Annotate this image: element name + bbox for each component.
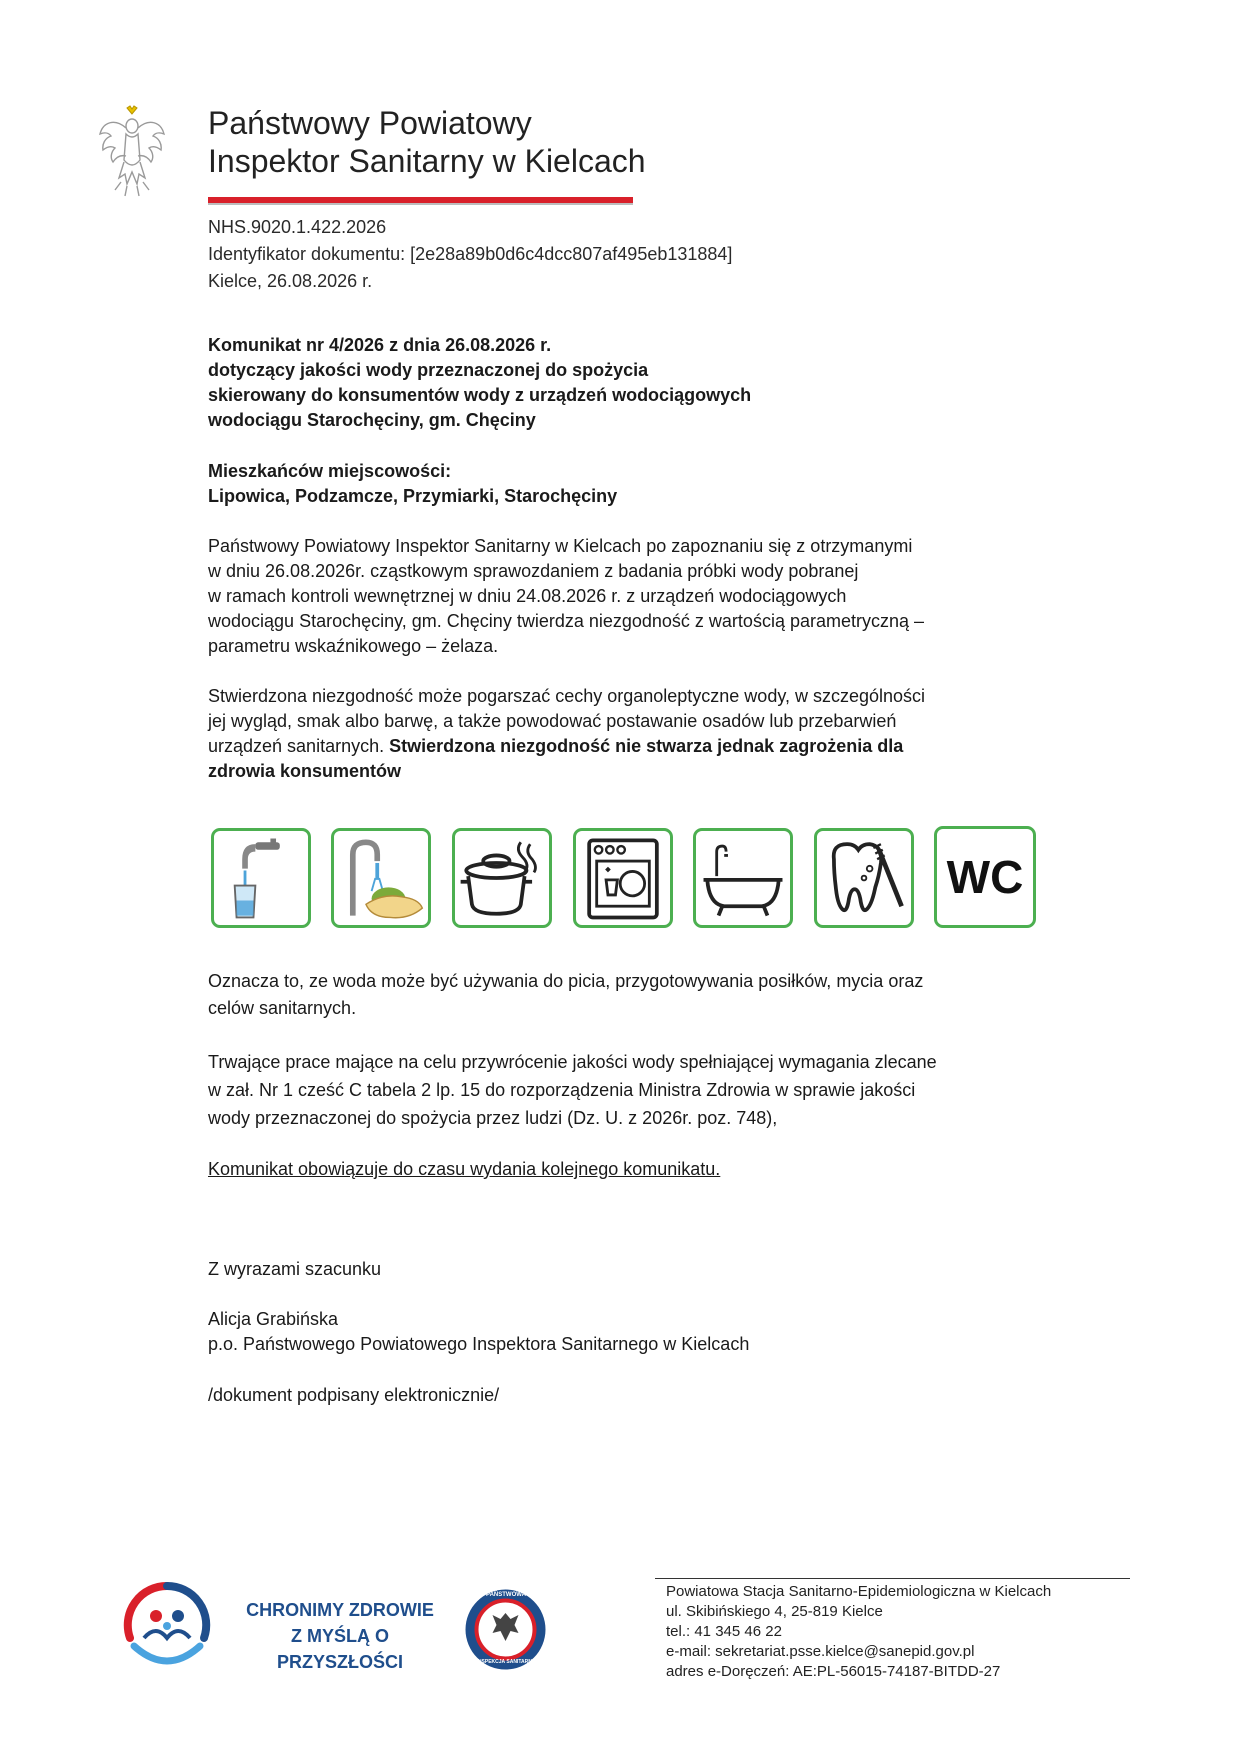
paragraph-line: jej wygląd, smak albo barwę, a także powodować postawanie osadów lub przebarwień	[208, 711, 897, 731]
paragraph-line: Trwające prace mające na celu przywrócenie jakości wody spełniającej wymagania zlecane	[208, 1052, 937, 1072]
footer-slogan	[240, 1597, 440, 1675]
recipients-label: Mieszkańców miejscowości:	[208, 461, 452, 481]
subject-line: Komunikat nr 4/2026 z dnia 26.08.2026 r.	[208, 335, 552, 355]
no-health-risk-statement: Stwierdzona niezgodność nie stwarza jednak zagrożenia dla	[389, 736, 904, 756]
subject-block	[208, 333, 751, 433]
institution-name	[208, 104, 646, 180]
paragraph-remediation	[208, 1048, 937, 1132]
footer-email: e-mail: sekretariat.psse.kielce@sanepid.gov.pl	[666, 1643, 975, 1660]
signatory	[208, 1307, 749, 1357]
signatory-name: Alicja Grabińska	[208, 1309, 339, 1329]
validity-statement: Komunikat obowiązuje do czasu wydania kolejnego komunikatu.	[208, 1159, 721, 1179]
wc-label: WC	[946, 851, 1024, 903]
paragraph-text: urządzeń sanitarnych.	[208, 736, 390, 756]
footer-edelivery: adres e-Doręczeń: AE:PL-56015-74187-BITDD-27	[666, 1663, 1001, 1680]
document-meta	[208, 214, 732, 295]
cooking-pot-icon	[452, 828, 552, 928]
seal-text-bottom: INSPEKCJA SANITARNA	[476, 1659, 536, 1665]
footer-address: ul. Skibińskiego 4, 25-819 Kielce	[666, 1603, 883, 1620]
paragraph-line: wody przeznaczonej do spożycia przez ludzi (Dz. U. z 2026r. poz. 748),	[208, 1108, 778, 1128]
slogan-line: CHRONIMY ZDROWIE	[246, 1600, 434, 1620]
closing-formula: Z wyrazami szacunku	[208, 1259, 382, 1279]
recipients-block	[208, 459, 617, 509]
footer-phone: tel.: 41 345 46 22	[666, 1623, 782, 1640]
subject-line: skierowany do konsumentów wody z urządzeń wodociągowych	[208, 385, 752, 405]
paragraph-line: Państwowy Powiatowy Inspektor Sanitarny w Kielcach po zapoznaniu się z otrzymanymi	[208, 536, 913, 556]
seal-text-top: PAŃSTWOWA	[486, 1592, 526, 1598]
bathtub-icon	[693, 828, 793, 928]
tooth-brushing-icon	[814, 828, 914, 928]
paragraph-line	[208, 734, 925, 759]
document-identifier: Identyfikator dokumentu: [2e28a89b0d6c4dcc807af495eb131884]	[208, 244, 733, 264]
electronic-signature-note: /dokument podpisany elektronicznie/	[208, 1385, 500, 1405]
recipients-list: Lipowica, Podzamcze, Przymiarki, Starochęciny	[208, 486, 618, 506]
footer-divider	[655, 1578, 1130, 1579]
footer-organization: Powiatowa Stacja Sanitarno-Epidemiologiczna w Kielcach	[666, 1583, 1052, 1600]
footer-contact	[666, 1582, 1051, 1682]
paragraph-findings	[208, 534, 924, 659]
no-health-risk-statement-end: zdrowia konsumentów	[208, 761, 402, 781]
paragraph-line: w zał. Nr 1 cześć C tabela 2 lp. 15 do rozporządzenia Ministra Zdrowia w sprawie jakości	[208, 1080, 916, 1100]
paragraph-line: celów sanitarnych.	[208, 998, 357, 1018]
subject-line: dotyczący jakości wody przeznaczonej do spożycia	[208, 360, 649, 380]
paragraph-line: Stwierdzona niezgodność może pogarszać cechy organoleptyczne wody, w szczególności	[208, 686, 926, 706]
wc-icon	[934, 826, 1036, 928]
case-number: NHS.9020.1.422.2026	[208, 217, 387, 237]
drinking-water-icon	[211, 828, 311, 928]
header-grey-divider	[208, 203, 633, 205]
paragraph-usage	[208, 968, 923, 1022]
paragraph-assessment	[208, 684, 925, 784]
institution-name-line1: Państwowy Powiatowy	[208, 105, 532, 141]
polish-eagle-emblem-icon	[97, 100, 167, 200]
hand-washing-icon	[331, 828, 431, 928]
dishwasher-icon	[573, 828, 673, 928]
place-date: Kielce, 26.08.2026 r.	[208, 271, 373, 291]
slogan-line: Z MYŚLĄ O PRZYSZŁOŚCI	[276, 1626, 403, 1672]
signatory-role: p.o. Państwowego Powiatowego Inspektora Sanitarnego w Kielcach	[208, 1334, 750, 1354]
subject-line: wodociągu Starochęciny, gm. Chęciny	[208, 410, 536, 430]
paragraph-line: w ramach kontroli wewnętrznej w dniu 24.08.2026 r. z urządzeń wodociągowych	[208, 586, 847, 606]
paragraph-line: parametru wskaźnikowego – żelaza.	[208, 636, 499, 656]
chronimy-zdrowie-logo-icon	[122, 1580, 212, 1670]
institution-name-line2: Inspektor Sanitarny w Kielcach	[208, 143, 646, 179]
paragraph-line: wodociągu Starochęciny, gm. Chęciny twierdza niezgodność z wartością parametryczną –	[208, 611, 925, 631]
paragraph-line: w dniu 26.08.2026r. cząstkowym sprawozdaniem z badania próbki wody pobranej	[208, 561, 859, 581]
paragraph-line: Oznacza to, ze woda może być używania do picia, przygotowywania posiłków, mycia oraz	[208, 971, 924, 991]
